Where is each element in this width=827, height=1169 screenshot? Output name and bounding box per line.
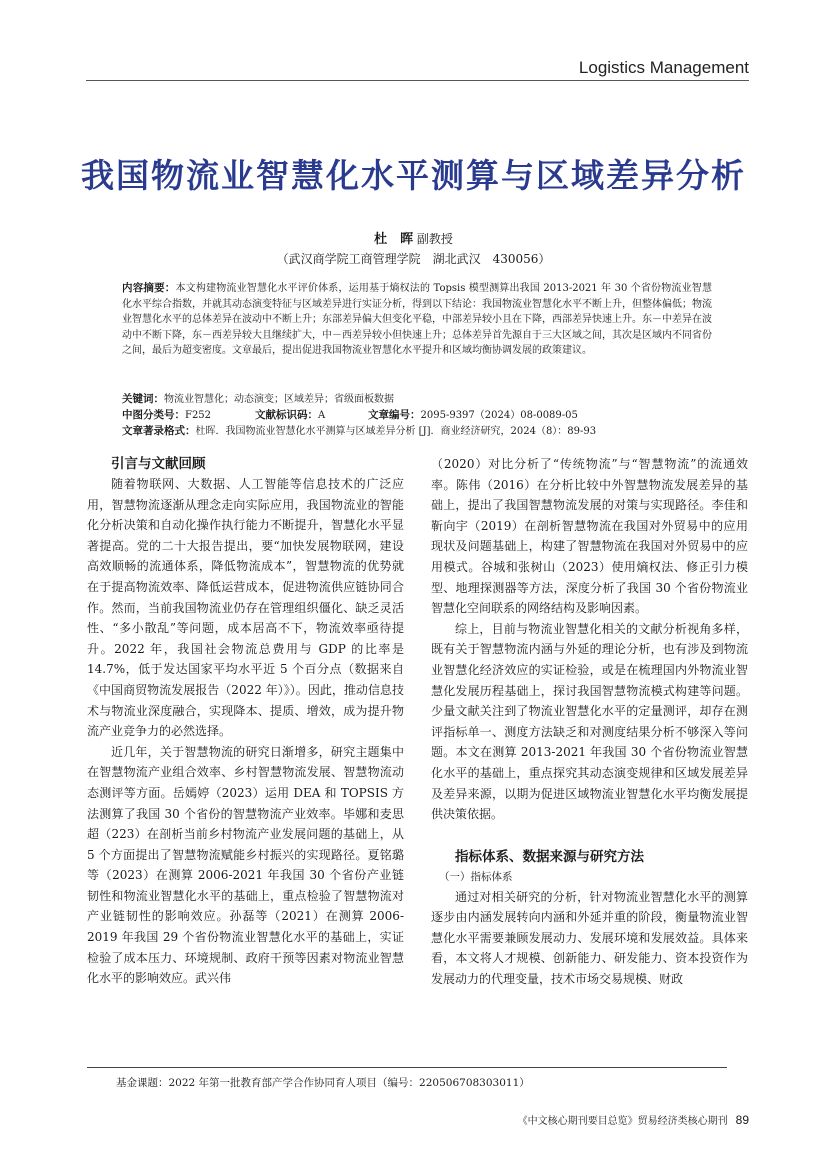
footer-journal: 《中文核心期刊要目总览》贸易经济类核心期刊: [517, 1116, 728, 1127]
section-heading-methods: 指标体系、数据来源与研究方法: [455, 848, 644, 865]
keywords-row: [122, 390, 722, 406]
citation-text: 杜晖．我国物流业智慧化水平测算与区域差异分析 [J]．商业经济研究，2024（8）：89-93: [195, 426, 597, 437]
classification-row: [122, 406, 722, 422]
citation-label: 文章著录格式：: [122, 425, 196, 437]
subsection-heading-indicators: （一）指标体系: [439, 870, 513, 883]
abstract-text: 本文构建物流业智慧化水平评价体系，运用基于熵权法的 Topsis 模型测算出我国 2013-2021 年 30 个省份物流业智慧化水平综合指数，并就其动态演变特征与区域差异进行实证分析，得到以下结论：我国物流业智慧化水平不断上升，但整体偏低；物流业智慧化水平的总体差异在波动中不断上升；东部差异偏大但变化平稳，中部差异较小且在下降，西部差异快速上升。东－中差异在波动中不断下降，东－西差异较大且继续扩大，中－西差异较小但快速上升；总体差异首先源自于三大区域之间，其次是区域内不同省份之间，最后为超变密度。文章最后，提出促进我国物流业智慧化水平提升和区域均衡协调发展的政策建议。: [122, 283, 712, 357]
doc-code-label: 文献标识码：: [255, 409, 318, 421]
doc-code-value: A: [318, 410, 326, 421]
author-title: 副教授: [416, 232, 453, 246]
page-number: 89: [735, 1113, 749, 1127]
author-line: [0, 228, 827, 247]
clc-label: 中图分类号：: [122, 409, 185, 421]
journal-section-label: Logistics Management: [578, 58, 749, 77]
article-no-value: 2095-9397（2024）08-0089-05: [420, 410, 578, 421]
abstract-label: 内容摘要：: [122, 282, 176, 294]
footnote-funding: 基金课题：2022 年第一批教育部产学合作协同育人项目（编号：220506708303011）: [116, 1077, 530, 1089]
footnote-rule: [87, 1067, 727, 1068]
keywords-label: 关键词：: [122, 393, 164, 405]
right-column: [431, 454, 748, 990]
abstract: [122, 281, 712, 359]
paragraph: （2020）对比分析了“传统物流”与“智慧物流”的流通效率。陈伟（2016）在分析比较中外智慧物流发展差异的基础上，提出了我国智慧物流发展的对策与实现路径。李佳和靳向宇（2019）在剖析智慧物流在我国对外贸易中的应用现状及问题基础上，构建了智慧物流在我国对外贸易中的应用模式。谷城和张树山（2023）使用熵权法、修正引力模型、地理探测器等方法，深度分析了我国 30 个省份物流业智慧化空间联系的网络结构及影响因素。: [431, 457, 748, 616]
paragraph: 综上，目前与物流业智慧化相关的文献分析视角多样，既有关于智慧物流内涵与外延的理论分析，也有涉及到物流业智慧化经济效应的实证检验，或是在梳理国内外物流业智慧化发展历程基础上，探讨我国智慧物流模式构建等问题。少量文献关注到了物流业智慧化水平的定量测评，却存在测评指标单一、测度方法缺乏和对测度结果分析不够深入等问题。本文在测算 2013-2021 年我国 30 个省份物流业智慧化水平的基础上，重点探究其动态演变规律和区域发展差异及差异来源，以期为促进区域物流业智慧化水平均衡发展提供决策依据。: [431, 621, 748, 822]
citation-row: [122, 422, 722, 438]
page-footer: [518, 1112, 749, 1127]
paragraph: 通过对相关研究的分析，针对物流业智慧化水平的测算逐步由内涵发展转向内涵和外延并重的阶段，衡量物流业智慧化水平需要兼顾发展动力、发展环境和发展效益。具体来看，本文将人才规模、创新能力、研发能力、资本投资作为发展动力的代理变量，技术市场交易规模、财政: [431, 889, 748, 987]
paragraph: 随着物联网、大数据、人工智能等信息技术的广泛应用，智慧物流逐渐从理念走向实际应用，我国物流业的智能化分析决策和自动化操作执行能力不断提升，智慧化水平显著提高。党的二十大报告提出，要“加快发展物联网，建设高效顺畅的流通体系，降低物流成本”，智慧物流的优势就在于提高物流效率、降低运营成本，促进物流供应链协同合作。然而，当前我国物流业仍存在管理组织僵化、缺乏灵活性、“多小散乱”等问题，成本居高不下，物流效率亟待提升。2022 年，我国社会物流总费用与 GDP 的比率是 14.7%，低于发达国家平均水平近 5 个百分点（数据来自《中国商贸物流发展报告（2022 年）》）。因此，推动信息技术与物流业深度融合，实现降本、提质、增效，成为提升物流产业竞争力的必然选择。: [87, 477, 404, 739]
article-no-label: 文章编号：: [368, 409, 421, 421]
header-rule: [86, 80, 749, 81]
paragraph: 近几年，关于智慧物流的研究日渐增多，研究主题集中在智慧物流产业组合效率、乡村智慧物流发展、智慧物流动态测评等方面。岳嫣婷（2023）运用 DEA 和 TOPSIS 方法测算了我国 30 个省份的智慧物流产业效率。毕娜和麦思超（223）在剖析当前乡村物流产业发展问题的基础上，从 5 个方面提出了智慧物流赋能乡村振兴的实现路径。夏铭璐等（2023）在测算 2006-2021 年我国 30 个省份产业链韧性和物流业智慧化水平的基础上，重点检验了智慧物流对产业链韧性的影响效应。孙磊等（2021）在测算 2006-2019 年我国 29 个省份物流业智慧化水平的基础上，实证检验了成本压力、环境规制、政府干预等因素对物流业智慧化水平的影响效应。武兴伟: [87, 744, 404, 986]
clc-value: F252: [185, 410, 212, 421]
section-heading-intro: 引言与文献回顾: [111, 456, 206, 472]
keywords-text: 物流业智慧化；动态演变；区域差异；省级面板数据: [164, 394, 394, 405]
article-title: 我国物流业智慧化水平测算与区域差异分析: [81, 156, 746, 195]
left-column: [87, 454, 404, 989]
author-name: 杜 晖: [374, 232, 414, 247]
author-affiliation: （武汉商学院工商管理学院 湖北武汉 430056）: [276, 252, 551, 266]
